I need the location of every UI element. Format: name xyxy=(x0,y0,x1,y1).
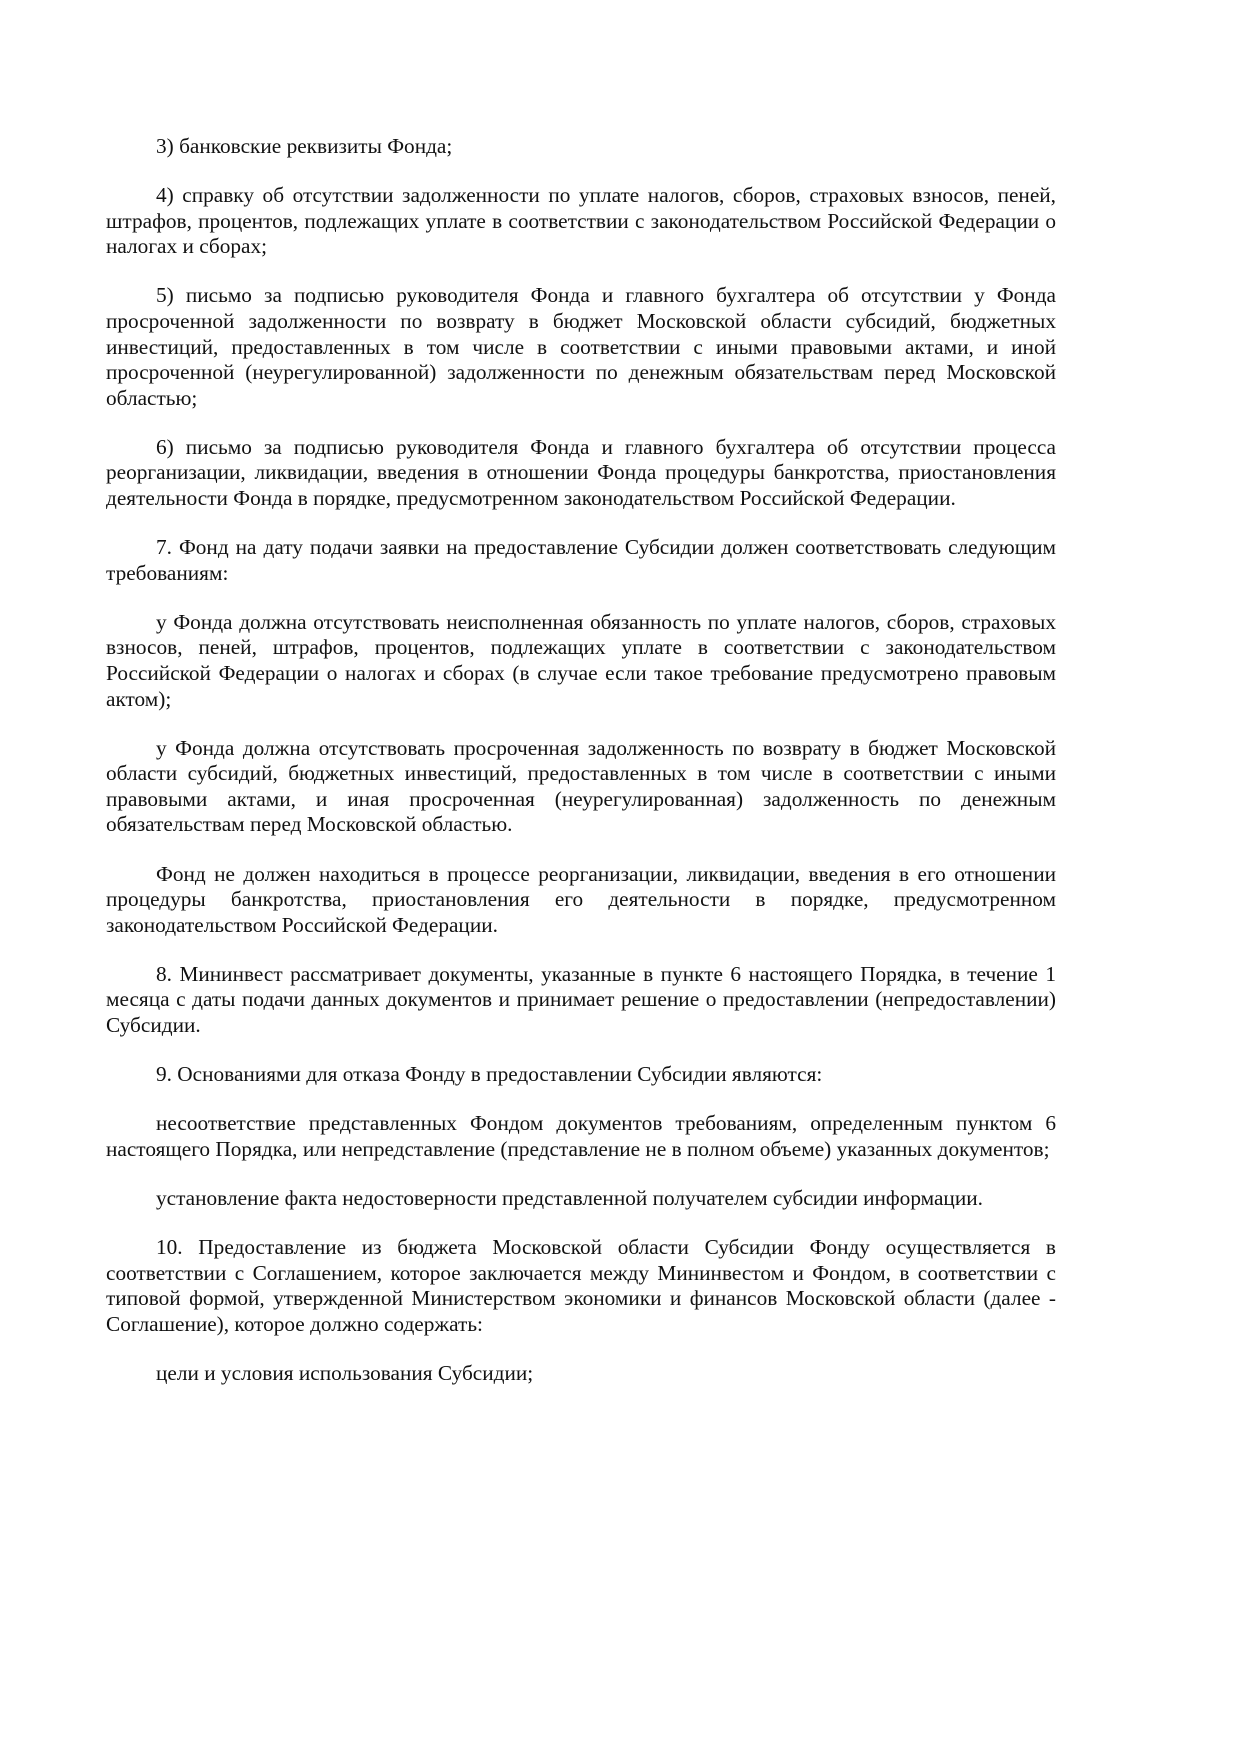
paragraph-item-3-bank-details: 3) банковские реквизиты Фонда; xyxy=(156,134,453,158)
paragraph-item-5-debt-letter: 5) письмо за подписью руководителя Фонда и главного бухгалтера об отсутствии у Фонда просроченной задолженности по возврату в бюджет Московской области субсидий, бюджетных инвестиций, предоставленных в том числе в соответствии с иными правовыми актами, и иной просроченной (неурегулированной) задолженности по денежным обязательствам перед Московской областью; xyxy=(106,283,1056,410)
paragraph-refusal-ground-noncompliance: несоответствие представленных Фондом документов требованиям, определенным пунктом 6 настоящего Порядка, или непредставление (представление не в полном объеме) указанных документов; xyxy=(106,1111,1056,1161)
paragraph-clause-8: 8. Мининвест рассматривает документы, указанные в пункте 6 настоящего Порядка, в течение 1 месяца с даты подачи данных документов и принимает решение о предоставлении (непредоставлении) Субсидии. xyxy=(106,961,1056,1038)
document-page xyxy=(106,134,1056,1410)
paragraph-requirement-no-tax-debt: у Фонда должна отсутствовать неисполненная обязанность по уплате налогов, сборов, страховых взносов, пеней, штрафов, процентов, подлежащих уплате в соответствии с законодательством Российской Федерации о налогах и сборах (в случае если такое требование предусмотрено правовым актом); xyxy=(106,609,1056,711)
paragraph-clause-10: 10. Предоставление из бюджета Московской области Субсидии Фонду осуществляется в соответствии с Соглашением, которое заключается между Мининвестом и Фондом, в соответствии с типовой формой, утвержденной Министерством экономики и финансов Московской области (далее - Соглашение), которое должно содержать: xyxy=(106,1235,1056,1336)
paragraph-requirement-no-overdue-debt: у Фонда должна отсутствовать просроченная задолженность по возврату в бюджет Московской области субсидий, бюджетных инвестиций, предоставленных в том числе в соответствии с иными правовыми актами, и иная просроченная (неурегулированная) задолженность по денежным обязательствам перед Московской областью. xyxy=(106,735,1056,837)
paragraph-item-4-tax-certificate: 4) справку об отсутствии задолженности по уплате налогов, сборов, страховых взносов, пеней, штрафов, процентов, подлежащих уплате в соответствии с законодательством Российской Федерации о налогах и сборах; xyxy=(106,183,1056,259)
paragraph-agreement-goals: цели и условия использования Субсидии; xyxy=(156,1360,534,1385)
paragraph-clause-9: 9. Основаниями для отказа Фонду в предоставлении Субсидии являются: xyxy=(156,1062,823,1087)
paragraph-item-6-reorganization-letter: 6) письмо за подписью руководителя Фонда и главного бухгалтера об отсутствии процесса реорганизации, ликвидации, введения в отношении Фонда процедуры банкротства, приостановления деятельности Фонда в порядке, предусмотренном законодательством Российской Федерации. xyxy=(106,434,1056,511)
paragraph-refusal-ground-false-info: установление факта недостоверности представленной получателем субсидии информации. xyxy=(156,1185,983,1210)
paragraph-clause-7: 7. Фонд на дату подачи заявки на предоставление Субсидии должен соответствовать следующим требованиям: xyxy=(106,535,1056,585)
paragraph-requirement-no-reorganization: Фонд не должен находиться в процессе реорганизации, ликвидации, введения в его отношении процедуры банкротства, приостановления его деятельности в порядке, предусмотренном законодательством Российской Федерации. xyxy=(106,861,1056,937)
